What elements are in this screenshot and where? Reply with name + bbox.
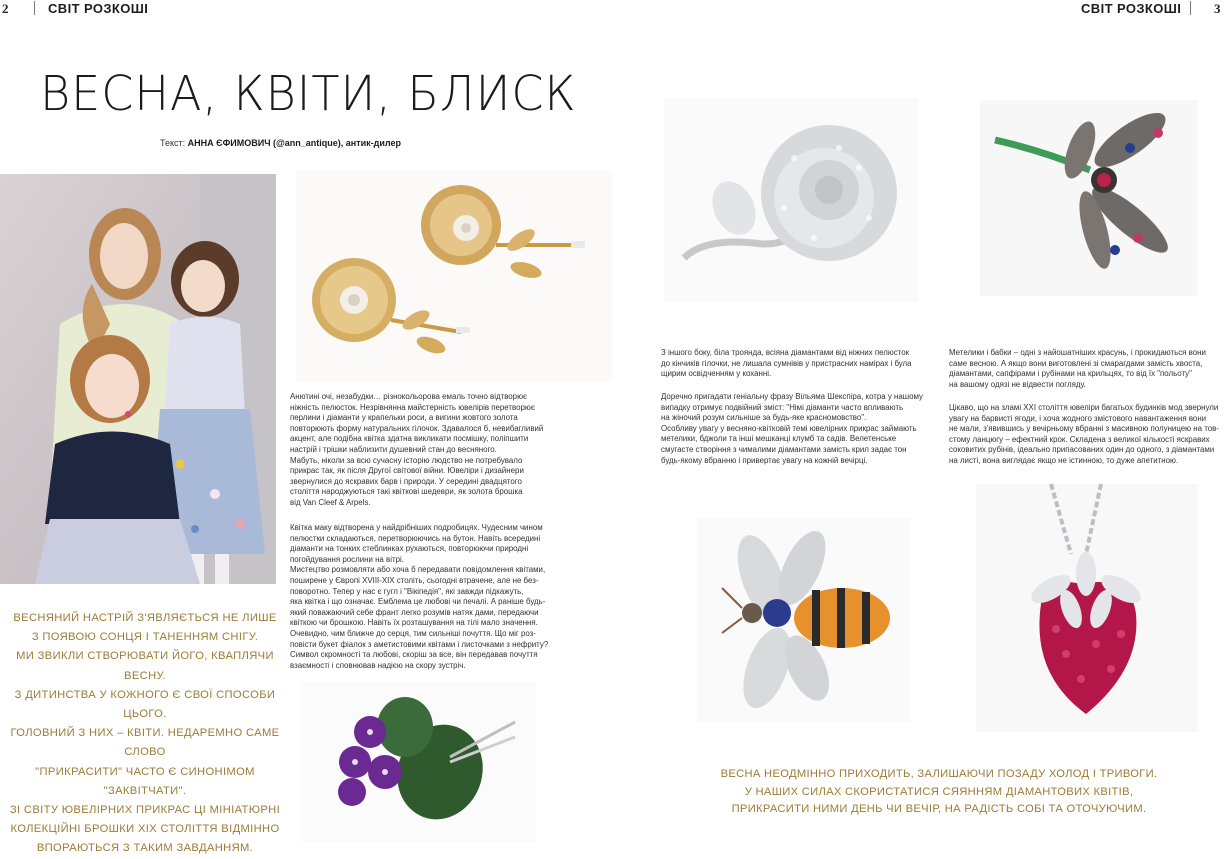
header-divider-right: [1190, 1, 1191, 15]
column-1-paragraph-2: Квітка маку відтворена у найдрібніших подробицях. Чудесним чином пелюстки складаються, перетворюючись на бутон. Навіть всередині діаманти на тонких стеблинках рухаються, повторюючи природні погойдування рослини на вітрі. Мистецтво розмовляти або хоча б передавати повідомлення квітами, поширене у Європі XVIII-XIX століть, сьогодні втрачене, але не без- поворотно. Тепер у нас є гугл і "Вікіпедія", які завжди підкажуть, яка квітка і що означає. Емблема це любові чи печалі. А раніше будь- який поважаючий себе франт легко розумів натяк дами, передаючи квіткою чи брошкою. Навіть їх розташування на тілі мало значення. Очевидно, чим ближче до серця, тим сильніші почуття. Що міг роз- повісти букет фіалок з аметистовими квітами і листочками з нефриту? Символ скромності та любові, скоріш за все, він передавав почуття взаємності і сповнював надією на скору зустріч.: [290, 523, 549, 670]
gold-flower-brooches-photo: [296, 170, 612, 382]
left-section-title: СВІТ РОЗКОШІ: [48, 1, 149, 16]
byline-prefix: Текст:: [160, 138, 188, 148]
header-divider-left: [34, 1, 35, 15]
strawberry-pendant-photo: [976, 484, 1198, 732]
byline-author: АННА ЄФИМОВИЧ (@ann_antique), антик-дилер: [187, 138, 402, 148]
bee-brooch-photo: [697, 518, 910, 722]
dragonfly-brooch-photo: [980, 100, 1198, 296]
article-title: ВЕСНА, КВІТИ, БЛИСК: [40, 66, 577, 122]
violet-brooch-photo: [300, 682, 536, 842]
lead-text-right: ВЕСНА НЕОДМІННО ПРИХОДИТЬ, ЗАЛИШАЮЧИ ПОЗАДУ ХОЛОД І ТРИВОГИ. У НАШИХ СИЛАХ СКОРИСТАТИСЯ СЯЯННЯМ ДІАМАНТОВИХ КВІТІВ, ПРИКРАСИТИ НИМИ ДЕНЬ ЧИ ВЕЧІР, НА РАДІСТЬ СОБІ ТА ОТОЧУЮЧИМ.: [720, 768, 1158, 815]
byline: [160, 138, 401, 148]
column-3-paragraph-2: Цікаво, що на зламі XXI століття ювеліри багатьох будинків мод звернули увагу на барвисті ягоди, і хоча жодного змістового навантаження вони не мали, з'явившись у вечірньому вбранні з масивною полуницею на тов- стому ланцюгу – ефектний крок. Складена з великої кількості яскравих соковитих рубінів, ідеально припасованих один до одного, з діамантами на листі, вона виглядає якщо не істинною, то дуже апетитною.: [949, 403, 1219, 465]
family-photo: [0, 174, 276, 584]
diamond-rose-brooch-photo: [664, 98, 918, 302]
lead-text-left: ВЕСНЯНИЙ НАСТРІЙ З'ЯВЛЯЄТЬСЯ НЕ ЛИШЕ З ПОЯВОЮ СОНЦЯ І ТАНЕННЯМ СНІГУ. МИ ЗВИКЛИ СТВОРЮВАТИ ЙОГО, КВАПЛЯЧИ ВЕСНУ. З ДИТИНСТВА У КОЖНОГО Є СВОЇ СПОСОБИ ЦЬОГО. ГОЛОВНИЙ З НИХ – КВІТИ. НЕДАРЕМНО САМЕ СЛОВО "ПРИКРАСИТИ" ЧАСТО Є СИНОНІМОМ "ЗАКВІТЧАТИ". ЗІ СВІТУ ЮВЕЛІРНИХ ПРИКРАС ЦІ МІНІАТЮРНІ КОЛЕКЦІЙНІ БРОШКИ XIX СТОЛІТТЯ ВІДМІННО ВПОРАЮТЬСЯ З ТАКИМ ЗАВДАННЯМ.: [9, 612, 281, 855]
column-2-paragraph-1: З іншого боку, біла троянда, всіяна діамантами від ніжних пелюсток до кінчиків гілочки, не лишала сумнівів у пристрасних намірах і була щирим освідченням у коханні.: [661, 348, 912, 379]
right-page-number: 3: [1214, 1, 1221, 16]
right-section-title: СВІТ РОЗКОШІ: [1081, 1, 1182, 16]
left-page-number: 2: [2, 1, 9, 16]
column-1-paragraph-1: Анютині очі, незабудки… різнокольорова емаль точно відтворює ніжність пелюсток. Незрівнянна майстерність ювелірів перетворює перлини і діаманти у крапельки роси, а вигини жовтого золота повторюють форму натуральних гілочок. Здавалося б, невибагливий акцент, але подібна квітка здатна викликати посмішку, поліпшити настрій і трішки наблизити душевний стан до весняного. Мабуть, ніколи за всю сучасну історію людство не потребувало прикрас так, як після Другої світової війни. Ювеліри і дизайнери звернулися до яскравих барв і природи. У середині двадцятого століття народжуються такі квіткові шедеври, як золота брошка від Van Cleef & Arpels.: [290, 392, 544, 507]
column-2-paragraph-2: Доречно пригадати геніальну фразу Вільяма Шекспіра, котра у нашому випадку отримує подвійний зміст: "Німі діаманти часто впливають на жіночий розум сильніше за будь-яке красномовство". Особливу увагу у весняно-квітковій темі ювелірних прикрас займають метелики, бджоли та інші мешканці клумб та садів. Велетенське смугасте створіння з чималими діамантами замість крил задає тон будь-якому вбранню і привертає увагу на кожній вечірці.: [661, 392, 923, 465]
column-3-paragraph-1: Метелики і бабки – одні з найошатніших красунь, і прокидаються вони саме весною. А якщо вони виготовлені зі смарагдами замість хвоста, діамантами, сапфірами і рубінами на крильцях, то від їх "польоту" на вашому одязі не відвести погляду.: [949, 348, 1206, 389]
